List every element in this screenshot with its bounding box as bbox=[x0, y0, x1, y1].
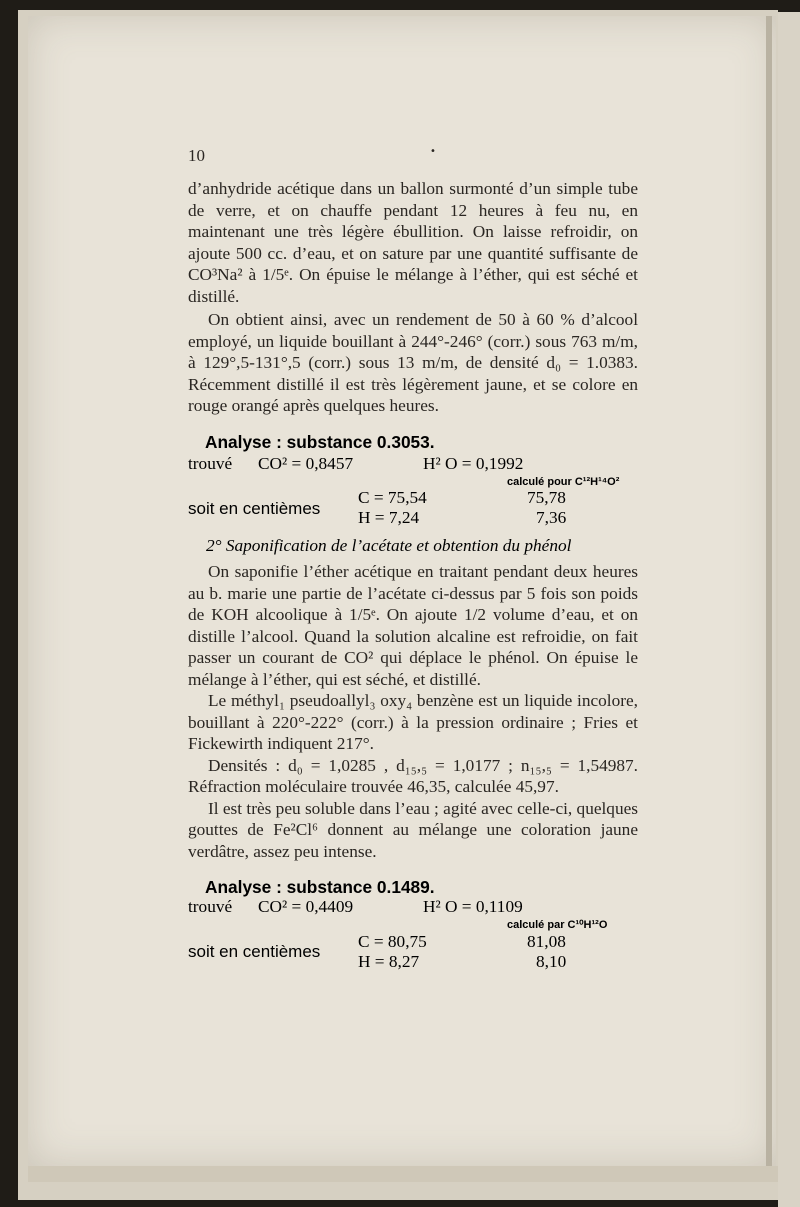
analyse-1-trouve: trouvé bbox=[188, 454, 233, 473]
analyse-2-soit: soit en centièmes bbox=[188, 942, 321, 961]
analyse-2-trouve: trouvé bbox=[188, 897, 233, 916]
analyse-2-calc-label: calculé par C¹⁰H¹²O bbox=[507, 919, 608, 931]
paragraph-3: On saponifie l’éther acétique en traitant pendant deux heures au b. marie une partie de l’acétate ci-dessus par 5 fois son poids de KOH alcoolique à 1/5ᵉ. On ajoute 1/2 volume d’eau, et on distille l’alcool. Quand la solution alcaline est refroidie, on fait passer un courant de CO² qui déplace le phénol. On épuise le mélange à l’éther, qui est séché, et distillé. bbox=[188, 562, 638, 689]
analyse-1-calc-label: calculé pour C¹²H¹⁴O² bbox=[507, 476, 620, 488]
analyse-1-label: Analyse : substance 0.3053. bbox=[205, 432, 435, 452]
analyse-1-h-calc: 7,36 bbox=[536, 508, 567, 527]
analyse-2-label: Analyse : substance 0.1489. bbox=[205, 877, 435, 897]
paragraph-1: d’anhydride acétique dans un ballon surmonté d’un simple tube de verre, et on chauffe pendant 12 heures à feu nu, en maintenant une très légère ébullition. On laisse refroidir, on ajoute 500 cc. d’eau, et on sature par une quantité suffisante de CO³Na² à 1/5ᵉ. On épuise le mélange à l’éther, qui est séché et distillé. bbox=[188, 179, 638, 306]
analyse-2-h: H = 8,27 bbox=[358, 952, 420, 971]
analyse-2-c-calc: 81,08 bbox=[527, 932, 566, 951]
paragraph-4: Le méthyl₁ pseudoallyl₃ oxy₄ benzène est un liquide incolore, bouillant à 220°-222° (corr.) à la pression ordinaire ; Fries et Fickewirth indiquent 217°. bbox=[188, 691, 638, 753]
page-bottom-edge bbox=[28, 1166, 778, 1182]
page-number: 10 bbox=[188, 146, 205, 165]
analyse-2-c: C = 80,75 bbox=[358, 932, 427, 951]
analyse-1-co2: CO² = 0,8457 bbox=[258, 454, 354, 473]
analyse-2-h2o: H² O = 0,1109 bbox=[423, 897, 523, 916]
analyse-2-h-calc: 8,10 bbox=[536, 952, 567, 971]
text-column bbox=[188, 178, 638, 417]
analyse-2-co2: CO² = 0,4409 bbox=[258, 897, 354, 916]
paragraph-2: On obtient ainsi, avec un rendement de 50 à 60 % d’alcool employé, un liquide bouillant à 244°-246° (corr.) sous 763 m/m, à 129°,5-131°,5 (corr.) sous 13 m/m, de densité d₀ = 1.0383. Récemment distillé il est très légèrement jaune, et se colore en rouge orangé après quelques heures. bbox=[188, 310, 638, 415]
paragraph-5: Densités : d₀ = 1,0285 , d₁₅,₅ = 1,0177 ; n₁₅,₅ = 1,54987. Réfraction moléculaire trouvée 46,35, calculée 45,97. bbox=[188, 755, 638, 796]
section-heading: 2° Saponification de l’acétate et obtention du phénol bbox=[206, 536, 572, 555]
next-page-edge bbox=[778, 12, 800, 1207]
print-mark: • bbox=[430, 146, 436, 157]
analyse-1-h: H = 7,24 bbox=[358, 508, 420, 527]
paragraph-6: Il est très peu soluble dans l’eau ; agité avec celle-ci, quelques gouttes de Fe²Cl⁶ donnent au mélange une coloration jaune verdâtre, assez peu intense. bbox=[188, 798, 638, 861]
analyse-1-c: C = 75,54 bbox=[358, 488, 427, 507]
analyse-1-c-calc: 75,78 bbox=[527, 488, 566, 507]
analyse-1-soit: soit en centièmes bbox=[188, 499, 321, 518]
page-gutter bbox=[766, 16, 772, 1166]
analyse-1-h2o: H² O = 0,1992 bbox=[423, 454, 524, 473]
text-column-2 bbox=[188, 561, 638, 862]
